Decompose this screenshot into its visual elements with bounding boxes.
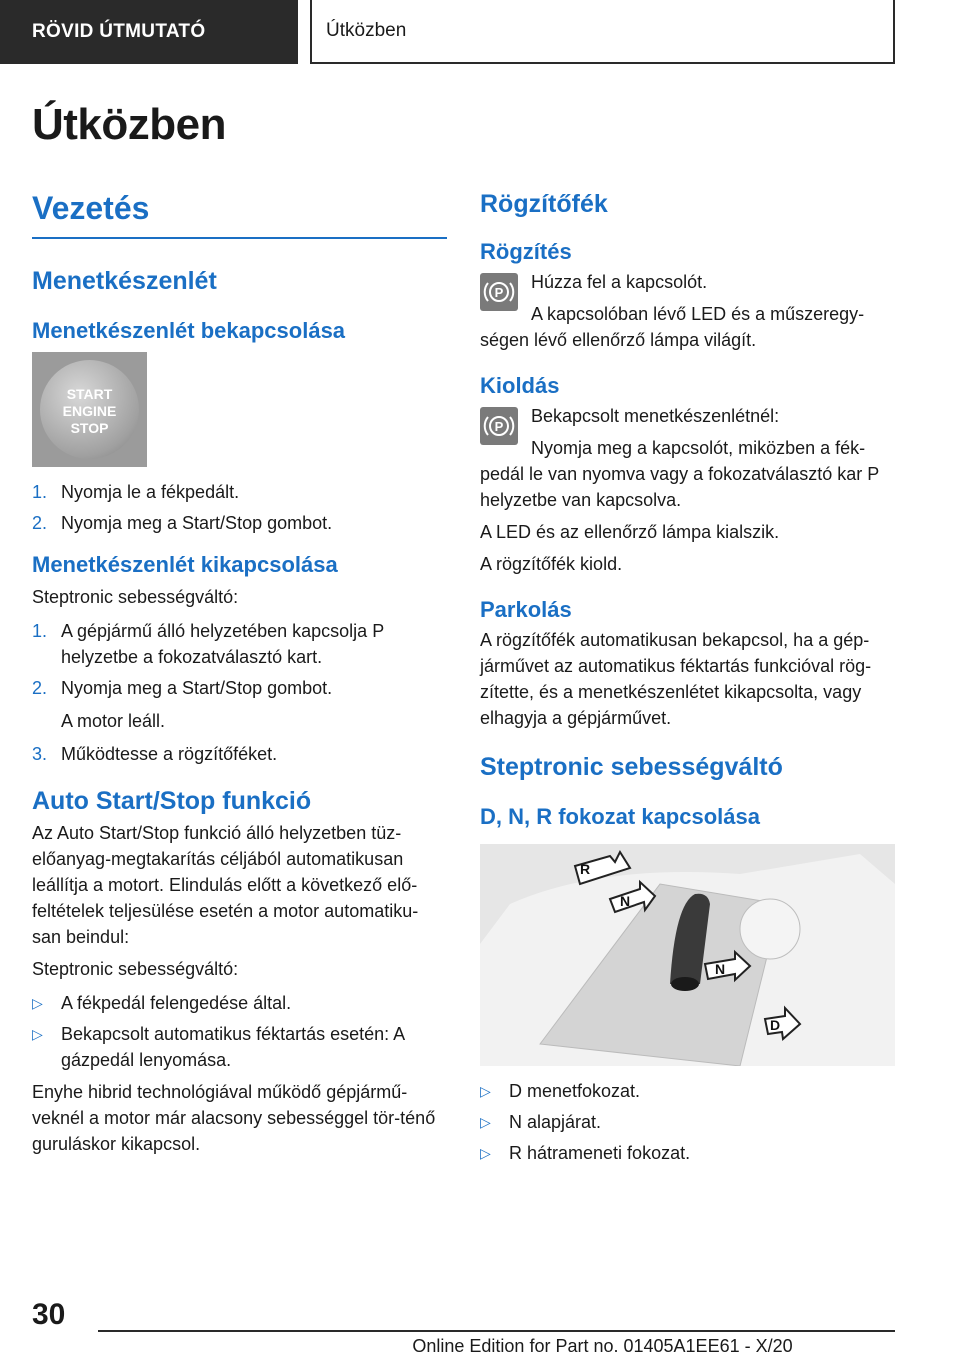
- heading-off: Menetkészenlét kikapcsolása: [32, 552, 338, 577]
- heading-parkolas: Parkolás: [480, 597, 572, 622]
- off-steps-cont: [32, 741, 447, 767]
- triangle-right-icon: ▷: [32, 995, 43, 1011]
- auto-intro: Steptronic sebességváltó:: [32, 959, 239, 979]
- footer-divider: [98, 1330, 895, 1332]
- heading-dnr: D, N, R fokozat kapcsolása: [480, 804, 760, 829]
- section-tab: [310, 0, 895, 64]
- off-steps: [32, 618, 447, 701]
- parking-brake-icon: [480, 407, 518, 445]
- step-text: Nyomja meg a Start/Stop gombot.: [61, 678, 333, 698]
- list-item: [480, 1140, 895, 1166]
- set-line-2: A kapcsolóban lévő LED és a műszeregy-ségen lévő ellenőrző lámpa világít.: [480, 304, 865, 350]
- triangle-right-icon: ▷: [480, 1114, 491, 1130]
- chapter-label: RÖVID ÚTMUTATÓ: [32, 21, 206, 42]
- start-stop-button-image: [32, 352, 147, 467]
- list-item: [32, 510, 447, 536]
- list-item: [32, 990, 447, 1016]
- button-label-line: START: [66, 386, 113, 402]
- release-line-3: A LED és az ellenőrző lámpa kialszik.: [480, 522, 780, 542]
- item-text: D menetfokozat.: [509, 1081, 641, 1101]
- release-line-4: A rögzítőfék kiold.: [480, 554, 623, 574]
- svg-text:P: P: [494, 285, 504, 300]
- step-text: Nyomja meg a Start/Stop gombot.: [61, 513, 333, 533]
- step-note: A motor leáll.: [61, 711, 166, 731]
- list-item: [32, 1021, 447, 1073]
- item-text: A fékpedál felengedése által.: [61, 993, 292, 1013]
- list-item: [32, 479, 447, 505]
- item-text: R hátrameneti fokozat.: [509, 1143, 691, 1163]
- section-title-vezetes: Vezetés: [32, 190, 447, 239]
- right-column: [480, 190, 895, 1166]
- auto-list: [32, 990, 447, 1073]
- list-item: [480, 1109, 895, 1135]
- section-label: Útközben: [326, 20, 407, 41]
- gear-letter: N: [620, 893, 631, 909]
- gear-letter: D: [770, 1017, 781, 1033]
- step-number: 2.: [32, 678, 48, 698]
- heading-on: Menetkészenlét bekapcsolása: [32, 318, 346, 343]
- item-text: Bekapcsolt automatikus féktartás esetén: A gázpedál lenyomása.: [61, 1024, 405, 1070]
- page-number: 30: [32, 1298, 66, 1331]
- page-title: Útközben: [32, 100, 226, 149]
- gear-selector-image: [480, 844, 895, 1066]
- auto-paragraph: Az Auto Start/Stop funkció álló helyzetben tüz-előanyag-megtakarítás céljából automatikusan leállítja a motort. Elindulás előtt a következő elő-feltételek teljesülése esetén a motor automatiku-san beindul:: [32, 823, 419, 947]
- button-label-line: ENGINE: [62, 403, 117, 419]
- heading-auto-start-stop: Auto Start/Stop funkció: [32, 787, 312, 815]
- list-item: [480, 1078, 895, 1104]
- triangle-right-icon: ▷: [480, 1083, 491, 1099]
- set-line-1: Húzza fel a kapcsolót.: [531, 272, 708, 292]
- release-line-1: Bekapcsolt menetkészenlétnél:: [531, 406, 780, 426]
- release-line-2: Nyomja meg a kapcsolót, miközben a fék-pedál le van nyomva vagy a fokozatválasztó kar P helyzetbe van kapcsolva.: [480, 438, 879, 510]
- list-item: [32, 741, 447, 767]
- gear-list: [480, 1078, 895, 1166]
- list-item: [32, 675, 447, 701]
- button-label: [32, 386, 147, 437]
- hybrid-paragraph: Enyhe hibrid technológiával működő gépjármű-veknél a motor már alacsony sebességgel tör-ténő guruláskor kikapcsol.: [32, 1082, 436, 1154]
- step-number: 2.: [32, 513, 48, 533]
- gear-letter: N: [715, 961, 726, 977]
- step-number: 3.: [32, 744, 48, 764]
- left-column: [32, 190, 447, 1157]
- button-label-line: STOP: [70, 420, 109, 436]
- release-block: [480, 403, 895, 434]
- step-number: 1.: [32, 482, 48, 502]
- heading-kioldas: Kioldás: [480, 373, 560, 398]
- edition-text: Online Edition for Part no. 01405A1EE61 - X/20: [412, 1336, 793, 1356]
- on-steps: [32, 479, 447, 536]
- heading-rogzitofek: Rögzítőfék: [480, 190, 608, 218]
- heading-steptronic: Steptronic sebességváltó: [480, 753, 783, 781]
- step-text: Működtesse a rögzítőféket.: [61, 744, 278, 764]
- item-text: N alapjárat.: [509, 1112, 602, 1132]
- set-block: [480, 269, 895, 300]
- heading-menetkeszenlet: Menetkészenlét: [32, 267, 217, 295]
- step-text: Nyomja le a fékpedált.: [61, 482, 240, 502]
- gear-letter: R: [580, 861, 591, 877]
- triangle-right-icon: ▷: [32, 1026, 43, 1042]
- off-intro: Steptronic sebességváltó:: [32, 587, 239, 607]
- park-paragraph: A rögzítőfék automatikusan bekapcsol, ha a gép-járművet az automatikus féktartás funkcióval rög-zítette, és a menetkészenlétet kikapcsolta, vagy elhagyja a gépjárművet.: [480, 630, 872, 728]
- list-item: [32, 618, 447, 670]
- step-text: A gépjármű álló helyzetében kapcsolja P helyzetbe a fokozatválasztó kart.: [61, 621, 384, 667]
- parking-brake-icon: [480, 273, 518, 311]
- chapter-tab: [0, 0, 298, 64]
- triangle-right-icon: ▷: [480, 1145, 491, 1161]
- svg-text:P: P: [494, 419, 504, 434]
- heading-rogzites: Rögzítés: [480, 239, 572, 264]
- step-number: 1.: [32, 621, 48, 641]
